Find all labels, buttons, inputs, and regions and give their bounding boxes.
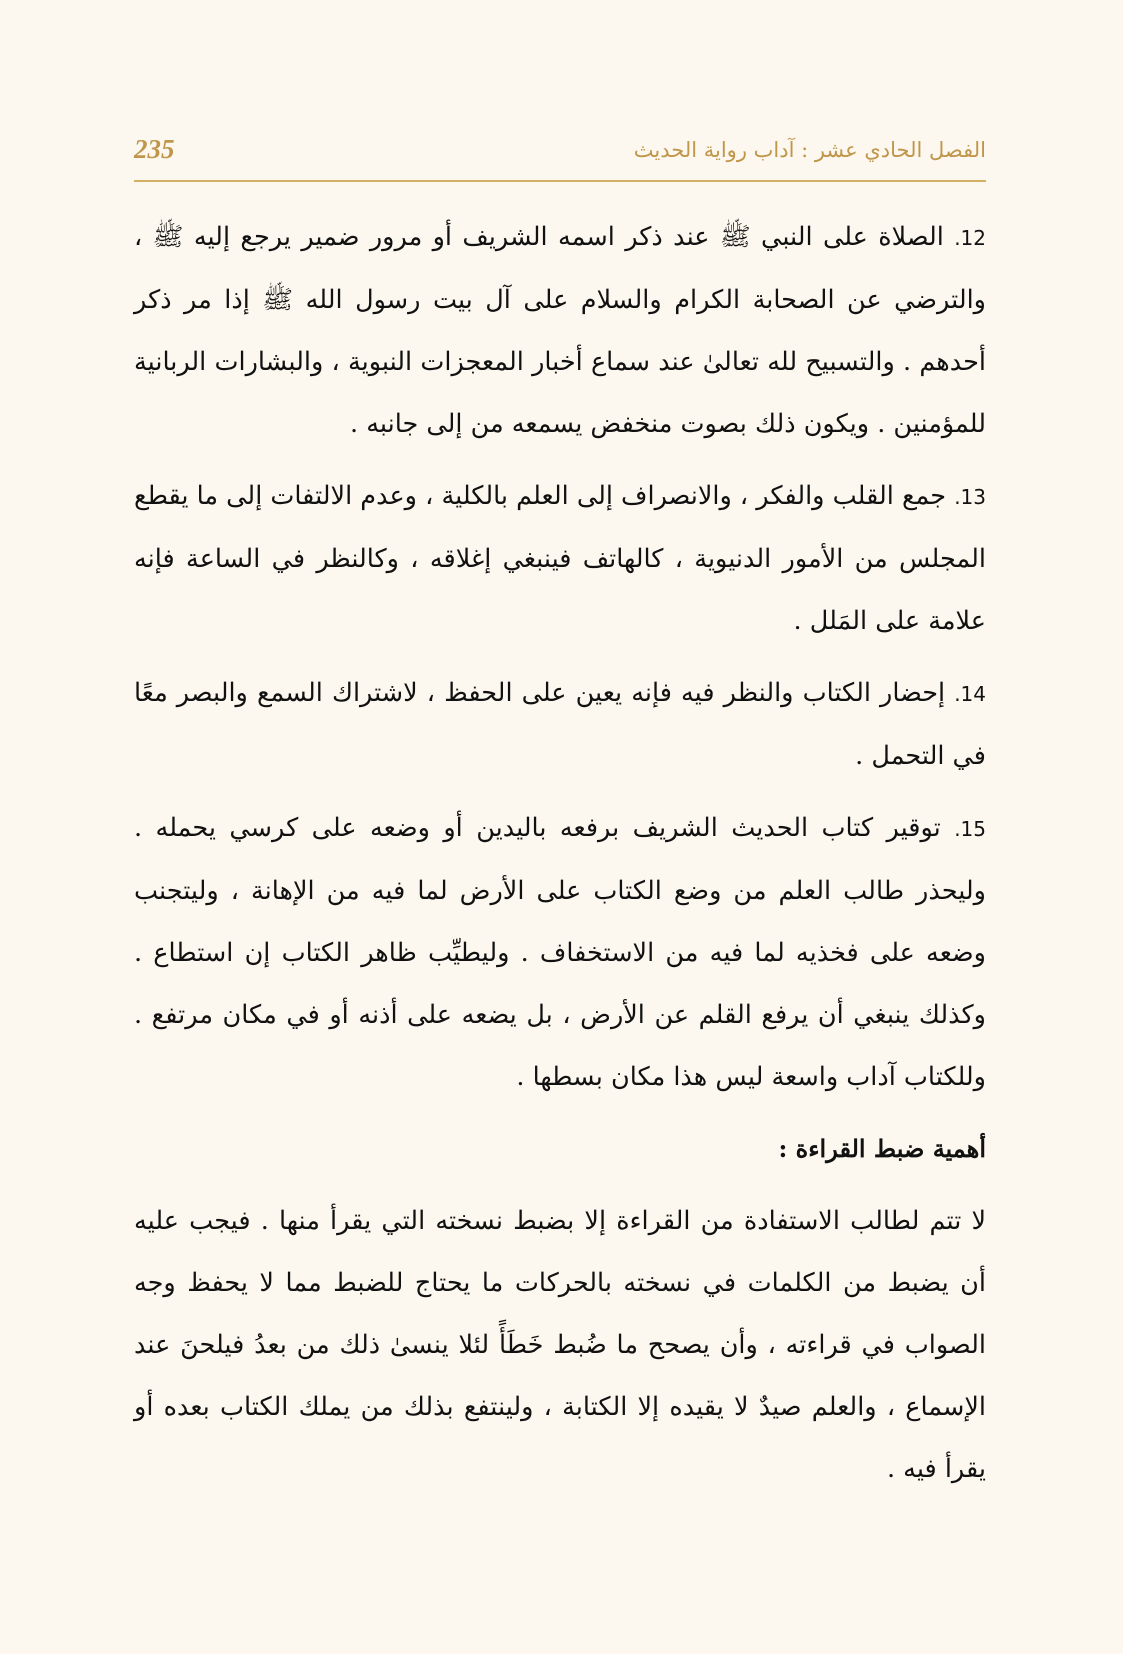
item-text: الصلاة على النبي ﷺ عند ذكر اسمه الشريف أو مرور ضمير يرجع إليه ﷺ ، والترضي عن الصحابة الكرام والسلام على آل بيت رسول الله ﷺ إذا مر ذكر أحدهم . والتسبيح لله تعالىٰ عند سماع أخبار المعجزات النبوية ، والبشارات الربانية للمؤمنين . ويكون ذلك بصوت منخفض يسمعه من إلى جانبه . (134, 222, 986, 439)
item-text: إحضار الكتاب والنظر فيه فإنه يعين على الحفظ ، لاشتراك السمع والبصر معًا في التحمل . (134, 678, 986, 771)
list-item-13 (134, 465, 986, 652)
item-number: 13. (954, 485, 986, 509)
item-number: 12. (954, 226, 986, 250)
list-item-12 (134, 206, 986, 455)
body-paragraph: لا تتم لطالب الاستفادة من القراءة إلا بضبط نسخته التي يقرأ منها . فيجب عليه أن يضبط من الكلمات في نسخته بالحركات ما يحتاج للضبط مما لا يحفظ وجه الصواب في قراءته ، وأن يصحح ما ضُبط خَطَأً لئلا ينسىٰ ذلك من بعدُ فيلحنَ عند الإسماع ، والعلم صيدٌ لا يقيده إلا الكتابة ، ولينتفع بذلك من يملك الكتاب بعده أو يقرأ فيه . (134, 1206, 986, 1484)
page-body (134, 206, 986, 1510)
running-header (134, 132, 986, 182)
chapter-title: الفصل الحادي عشر : آداب رواية الحديث (633, 138, 986, 162)
section-heading: أهمية ضبط القراءة : (778, 1134, 986, 1163)
item-number: 15. (954, 817, 986, 841)
list-item-15 (134, 797, 986, 1108)
book-page (134, 0, 986, 1654)
item-text: توقير كتاب الحديث الشريف برفعه باليدين أو وضعه على كرسي يحمله . وليحذر طالب العلم من وضع الكتاب على الأرض لما فيه من الإهانة ، وليتجنب وضعه على فخذيه لما فيه من الاستخفاف . وليطيِّب ظاهر الكتاب إن استطاع . وكذلك ينبغي أن يرفع القلم عن الأرض ، بل يضعه على أذنه أو في مكان مرتفع . وللكتاب آداب واسعة ليس هذا مكان بسطها . (134, 813, 986, 1092)
item-number: 14. (954, 682, 986, 706)
page-number: 235 (134, 134, 175, 164)
item-text: جمع القلب والفكر ، والانصراف إلى العلم بالكلية ، وعدم الالتفات إلى ما يقطع المجلس من الأمور الدنيوية ، كالهاتف فينبغي إغلاقه ، وكالنظر في الساعة فإنه علامة على المَلل . (134, 481, 986, 636)
list-item-14 (134, 662, 986, 787)
